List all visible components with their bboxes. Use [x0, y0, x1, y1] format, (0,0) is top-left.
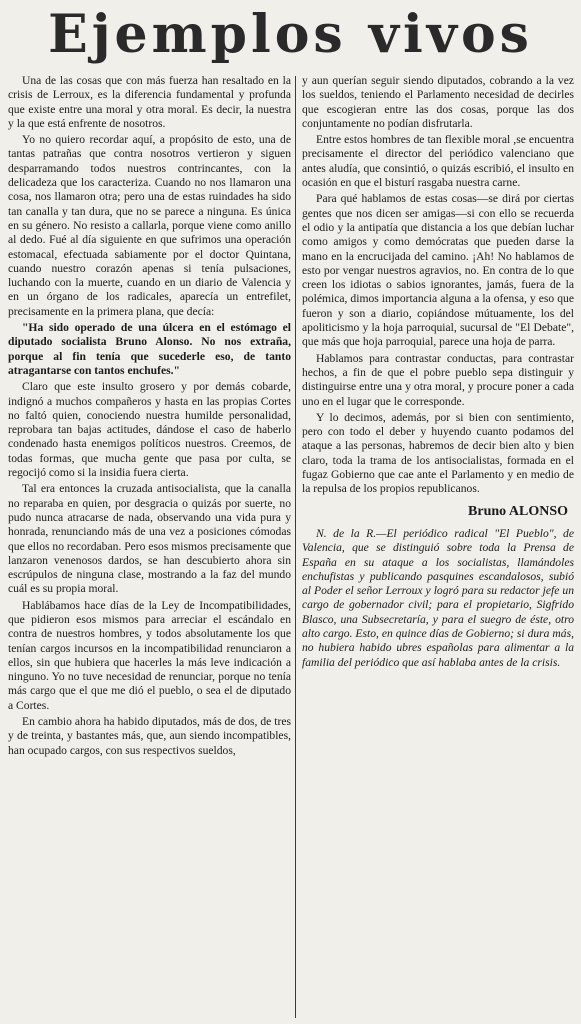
column-divider	[295, 76, 296, 1018]
paragraph: Claro que este insulto grosero y por demás cobarde, indignó a muchos compañeros y hasta en las propias Cortes no faltó quien, conociendo nuestra humilde personalidad, reprobara tan bajas actitudes, dándose el caso de haberlo condenado hasta enemigos políticos nuestros. Creemos, de todas formas, que mucha gente que pasa por culta, se regocijó como si la insidia fuera cierta.	[8, 380, 291, 480]
paragraph: Hablamos para contrastar conductas, para contrastar hechos, a fin de que el pobre pueblo sepa distinguir y distinguirse entre una y otra moral, y procure poner a cada uno en el lugar que le corresponde.	[302, 351, 574, 408]
paragraph: y aun querían seguir siendo diputados, cobrando a la vez los sueldos, teniendo el Parlamento necesidad de decirles que escogieran entre las dos cosas, porque las dos conjuntamente no podían disfrutarla.	[302, 74, 574, 130]
article-headline: Ejemplos vivos	[48, 4, 533, 65]
right-column	[302, 74, 574, 672]
quoted-paragraph: "Ha sido operado de una úlcera en el estómago el diputado socialista Bruno Alonso. No nos extraña, porque al fin tenía que sucederle eso, de tanto atragantarse con tantos enchufes."	[8, 321, 291, 377]
paragraph: Y lo decimos, además, por si bien con sentimiento, pero con todo el deber y huyendo cuanto podamos del ataque a las personas, habremos de decir bien alto y bien claro, toda la trama de los antisocialistas, formada en el fugaz Gobierno que cae ante el Parlamento y en medio de la repulsa de los propios republicanos.	[302, 410, 574, 496]
author-signature: Bruno ALONSO	[468, 503, 568, 519]
paragraph: Tal era entonces la cruzada antisocialista, que la canalla no reparaba en quien, por desgracia o quizás por suerte, no pudo nunca atracarse de nada, observando una vida pura y honrada, renunciando más de una vez a posiciones cómodas que ellos no recordaban. Pero esos mismos precisamente que lanzaron venenosos dardos, se han descubierto ahora sin escrúpulos de ninguna clase, mostrando a la faz del mundo cuál es su propia moral.	[8, 482, 291, 596]
paragraph: Hablábamos hace días de la Ley de Incompatibilidades, que pidieron esos mismos para arreciar el escándalo en contra de nuestros hombres, y todos absolutamente los que tenían cargos incursos en la incompatibilidad renunciaron a ellos, sin que hubiera que hacerles la más leve indicación a ninguno. Yo no tuve necesidad de renunciar, porque no tenía más cargo que el que me dió el pueblo, o sea el de diputado a Cortes.	[8, 598, 291, 712]
paragraph: En cambio ahora ha habido diputados, más de dos, de tres y de treinta, y bastantes más, que, aun siendo incompatibles, han ocupado cargos, con sus respectivos sueldos,	[8, 715, 291, 757]
paragraph: Yo no quiero recordar aquí, a propósito de esto, una de tantas patrañas que contra nosotros vertieron y siguen desparramando todos nuestros contrincantes, con la delicadeza que los caracteriza. Cuando no nos llamaron una cosa, nos llamaron otra; pero una de estas ruindades ha sido tan canalla y tan dura, que no se parece a ninguna. Es única en su género. No resisto a callarla, porque viene como anillo al dedo. Fué al día siguiente en que sufrimos una operación estomacal, efectuada sabiamente por el doctor Quintana, cuando nuestro corazón apenas si tenía pulsaciones, luchando con la muerte, cuando en un diario de Valencia y en un órgano de los radicales, aparecía un entrefilet, precisamente en la primera plana, que decía:	[8, 133, 291, 318]
paragraph: Entre estos hombres de tan flexible moral ,se encuentra precisamente el director del periódico valenciano que antes aludía, que consintió, o quizás escribió, el insulto en ocasión en que el bisturí rasgaba nuestra carne.	[302, 133, 574, 190]
left-column	[8, 74, 291, 760]
paragraph: Para qué hablamos de estas cosas—se dirá por ciertas gentes que nos dicen ser amigas—si con ello se recuerda el odio y la antipatía que distancia a los que debían luchar como amigos y como demócratas que pueden darse la mano en la encrucijada del camino. ¡Ah! No hablamos de esto por vengar nuestros agravios, no. En contra de lo que creen los idiotas o sabios ignorantes, jamás, fuera de la polémica, dimos importancia alguna a la ofensa, y eso que fueron y son a diario, copiándose mútuamente, los del apoliticismo y la hoja parroquial, sucursal de "El Debate", que más que hoja parroquial, parece una hoja de parra.	[302, 192, 574, 349]
paragraph: Una de las cosas que con más fuerza han resaltado en la crisis de Lerroux, es la diferencia fundamental y profunda que existe entre una moral y otra moral. Es decir, la nuestra y la que está enfrente de nosotros.	[8, 74, 291, 130]
editor-note: N. de la R.—El periódico radical "El Pueblo", de Valencia, que se distinguió sobre toda la Prensa de España en su ataque a los socialistas, llamándoles enchufistas y publicando pasquines escandalosos, subió al Poder el señor Lerroux y logró para su redactor jefe un cargo de gobernador civil; para el propietario, Sigfrido Blasco, una Subsecretaría, y para el suegro de éste, otro alto cargo. Esto, en quince días de Gobierno; si dura más, no hubiera habido ubres españolas para alimentar a la familia del periódico que así hablaba antes de la crisis.	[302, 526, 574, 669]
